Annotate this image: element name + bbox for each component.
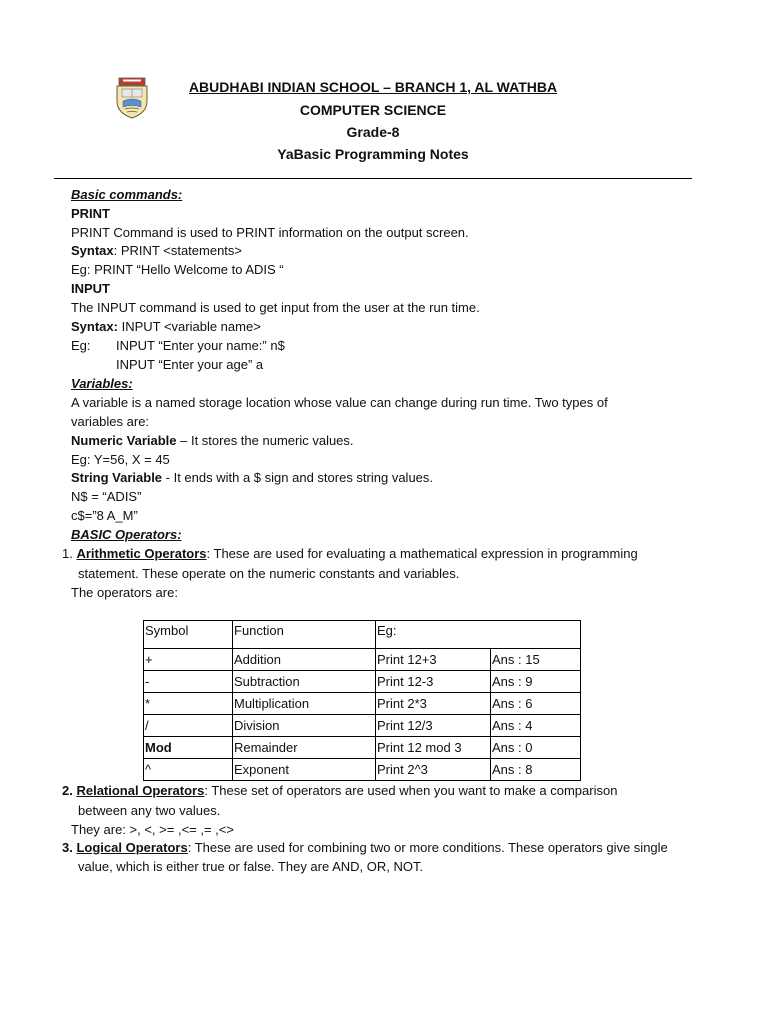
header-divider <box>54 178 692 179</box>
numeric-variable: Numeric Variable – It stores the numeric values. <box>71 433 354 448</box>
table-cell-answer: Ans : 6 <box>491 693 581 715</box>
print-syntax: Syntax: PRINT <statements> <box>71 243 243 258</box>
operators-intro: The operators are: <box>71 585 178 600</box>
input-syntax: Syntax: INPUT <variable name> <box>71 319 261 334</box>
table-row <box>144 737 581 759</box>
table-row <box>144 759 581 781</box>
variables-description-1: A variable is a named storage location whose value can change during run time. Two types of <box>71 395 608 410</box>
input-example-1: INPUT “Enter your name:” n$ <box>116 338 285 353</box>
arithmetic-operators: 1. Arithmetic Operators: These are used for evaluating a mathematical expression in programming <box>62 546 638 561</box>
table-row <box>144 715 581 737</box>
table-header-cell: Symbol <box>144 621 233 649</box>
print-description: PRINT Command is used to PRINT information on the output screen. <box>71 225 469 240</box>
table-cell-function: Division <box>233 715 376 737</box>
string-variable: String Variable - It ends with a $ sign and stores string values. <box>71 470 434 485</box>
table-cell-answer: Ans : 0 <box>491 737 581 759</box>
table-cell-function: Addition <box>233 649 376 671</box>
school-crest-icon <box>113 77 151 119</box>
variables-heading: Variables: <box>71 376 133 391</box>
table-cell-answer: Ans : 15 <box>491 649 581 671</box>
logical-operators: 3. Logical Operators: These are used for combining two or more conditions. These operators give single <box>62 840 668 855</box>
table-row <box>144 671 581 693</box>
table-cell-example: Print 12 mod 3 <box>376 737 491 759</box>
table-cell-example: Print 12-3 <box>376 671 491 693</box>
numeric-example: Eg: Y=56, X = 45 <box>71 452 170 467</box>
table-header-cell: Function <box>233 621 376 649</box>
table-cell-symbol: + <box>144 649 233 671</box>
table-cell-symbol: ^ <box>144 759 233 781</box>
operators-heading: BASIC Operators: <box>71 527 182 542</box>
string-example-1: N$ = “ADIS” <box>71 489 142 504</box>
table-cell-example: Print 12+3 <box>376 649 491 671</box>
table-cell-answer: Ans : 9 <box>491 671 581 693</box>
table-cell-symbol: - <box>144 671 233 693</box>
arithmetic-description: statement. These operate on the numeric constants and variables. <box>78 566 460 581</box>
table-cell-answer: Ans : 8 <box>491 759 581 781</box>
input-example-2: INPUT “Enter your age” a <box>116 357 264 372</box>
print-heading: PRINT <box>71 206 110 221</box>
table-row <box>144 693 581 715</box>
table-cell-function: Remainder <box>233 737 376 759</box>
basic-commands-heading: Basic commands: <box>71 187 183 202</box>
relational-list: They are: >, <, >= ,<= ,= ,<> <box>71 822 234 837</box>
table-header-cell: Eg: <box>376 621 581 649</box>
logical-description: value, which is either true or false. They are AND, OR, NOT. <box>78 859 424 874</box>
table-cell-example: Print 12/3 <box>376 715 491 737</box>
relational-description: between any two values. <box>78 803 221 818</box>
table-row <box>144 649 581 671</box>
string-example-2: c$=”8 A_M” <box>71 508 138 523</box>
input-description: The INPUT command is used to get input from the user at the run time. <box>71 300 480 315</box>
relational-operators: 2. Relational Operators: These set of operators are used when you want to make a comparison <box>62 783 618 798</box>
table-cell-function: Multiplication <box>233 693 376 715</box>
table-header-row <box>144 621 581 649</box>
print-example: Eg: PRINT “Hello Welcome to ADIS “ <box>71 262 284 277</box>
table-cell-function: Exponent <box>233 759 376 781</box>
operators-table <box>143 620 581 781</box>
variables-description-2: variables are: <box>71 414 150 429</box>
table-cell-function: Subtraction <box>233 671 376 693</box>
table-cell-example: Print 2^3 <box>376 759 491 781</box>
table-cell-symbol: Mod <box>144 737 233 759</box>
input-example-label: Eg: <box>71 338 91 353</box>
table-cell-answer: Ans : 4 <box>491 715 581 737</box>
input-heading: INPUT <box>71 281 110 296</box>
table-cell-symbol: / <box>144 715 233 737</box>
table-cell-example: Print 2*3 <box>376 693 491 715</box>
table-cell-symbol: * <box>144 693 233 715</box>
